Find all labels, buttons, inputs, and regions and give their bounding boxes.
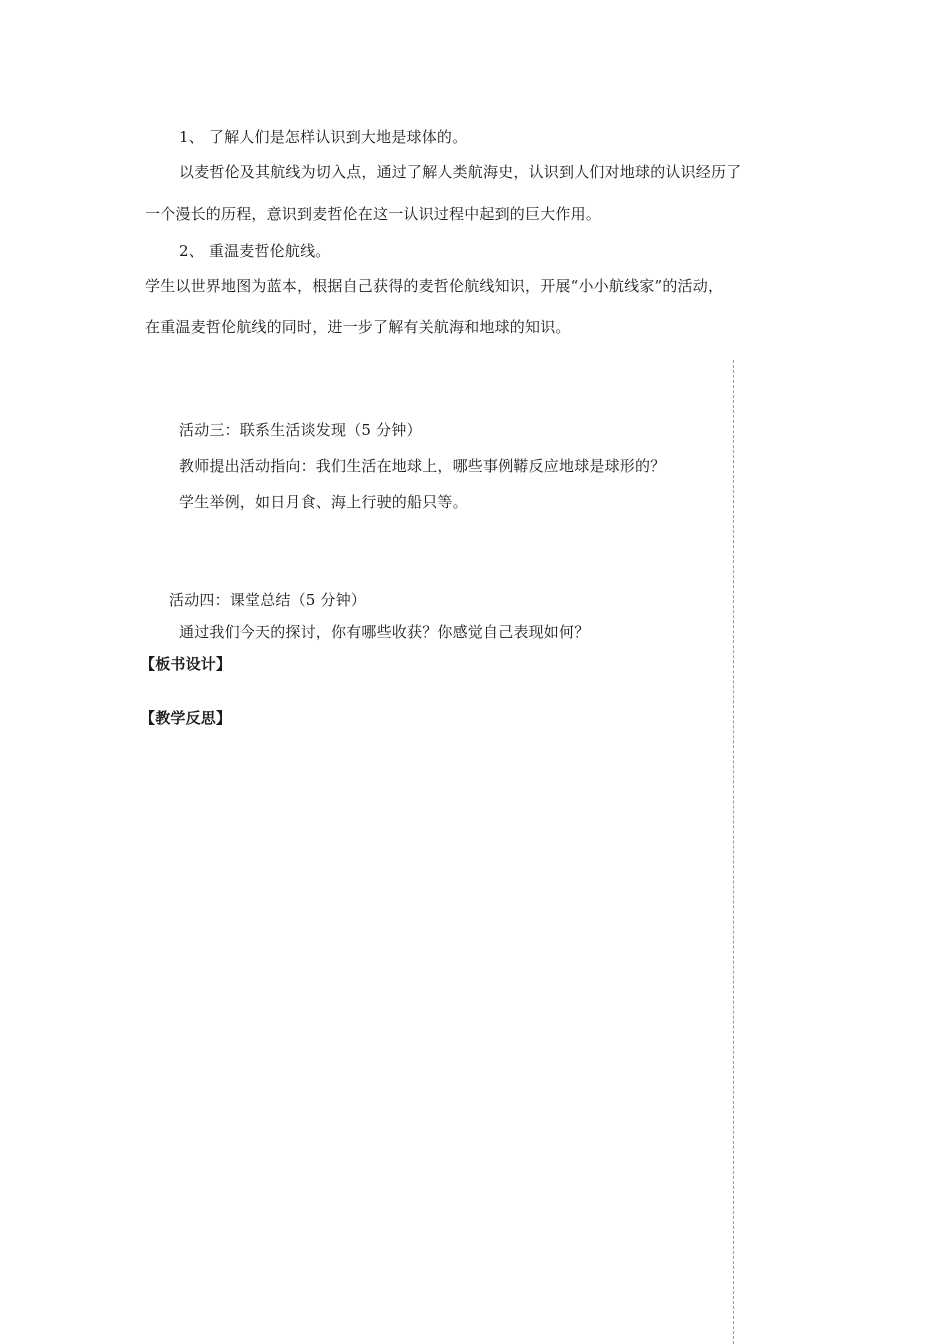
activity4-line1: 通过我们今天的探讨，你有哪些收获？你感觉自己表现如何？ [179, 623, 590, 641]
item1-body-line2: 一个漫长的历程，意识到麦哲伦在这一认识过程中起到的巨大作用。 [145, 205, 602, 223]
item2-heading: 2、 重温麦哲伦航线。 [179, 242, 331, 260]
activity3-line1: 教师提出活动指向：我们生活在地球上，哪些事例鞯反应地球是球形的？ [179, 457, 666, 475]
activity4-title: 活动四：课堂总结（5 分钟） [169, 591, 367, 609]
column-divider [733, 360, 734, 1344]
activity3-title: 活动三：联系生活谈发现（5 分钟） [179, 421, 422, 439]
item2-body-line2: 在重温麦哲伦航线的同时，进一步了解有关航海和地球的知识。 [145, 318, 571, 336]
teaching-reflection-heading: 【教学反思】 [140, 709, 232, 727]
item2-body-line1: 学生以世界地图为蓝本，根据自己获得的麦哲伦航线知识，开展“小小航线家”的活动， [145, 277, 724, 295]
item1-body-line1: 以麦哲伦及其航线为切入点，通过了解人类航海史，认识到人们对地球的认识经历了 [179, 163, 742, 181]
activity3-line2: 学生举例，如日月食、海上行驶的船只等。 [179, 493, 468, 511]
item1-heading: 1、 了解人们是怎样认识到大地是球体的。 [179, 128, 468, 146]
board-design-heading: 【板书设计】 [140, 655, 232, 673]
